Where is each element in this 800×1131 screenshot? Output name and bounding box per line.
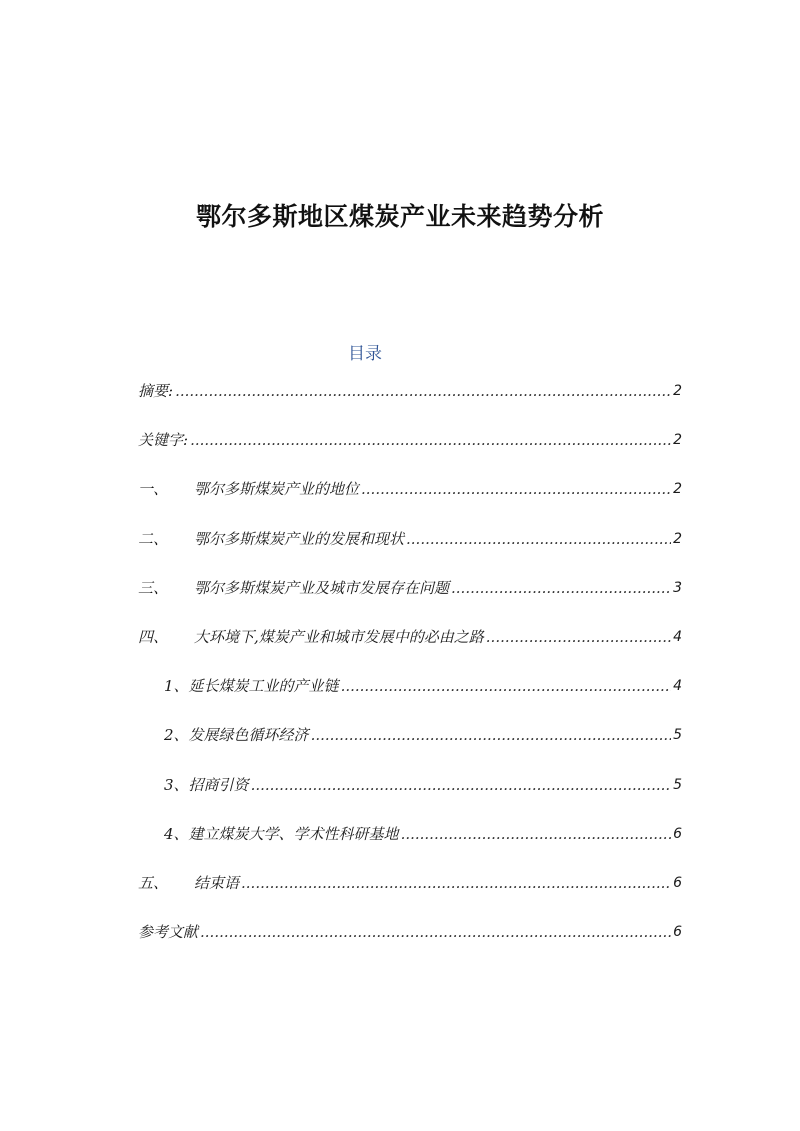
toc-entry-subsection-4[interactable]	[138, 820, 682, 869]
toc-dot-leader	[175, 377, 671, 405]
toc-entry-number: 1、	[164, 677, 189, 696]
toc-page-number: 3	[673, 579, 682, 596]
toc-entry-number: 一、	[138, 480, 169, 499]
toc-page-number: 6	[673, 924, 682, 941]
toc-entry-subsection-2[interactable]	[138, 721, 682, 770]
toc-entry-number: 四、	[138, 627, 169, 646]
toc-entry-number: 2、	[164, 726, 189, 745]
toc-entry-text: 鄂尔多斯煤炭产业的发展和现状	[194, 529, 405, 548]
toc-entry-subsection-1[interactable]	[138, 672, 682, 721]
toc-entry-section-1[interactable]	[138, 475, 682, 524]
toc-page-number: 5	[673, 776, 682, 793]
toc-dot-leader	[341, 672, 672, 700]
toc-entry-number: 五、	[138, 873, 169, 892]
toc-entry-section-4[interactable]	[138, 623, 682, 672]
toc-entry-text: 摘要:	[138, 382, 174, 400]
toc-entry-number: 三、	[138, 578, 169, 597]
toc-dot-leader	[361, 475, 671, 503]
toc-entry-text: 大环境下,煤炭产业和城市发展中的必由之路	[194, 627, 484, 646]
toc-page-number: 6	[673, 825, 682, 842]
toc-entry-keywords[interactable]	[138, 426, 682, 475]
toc-entry-text: 延长煤炭工业的产业链	[188, 677, 339, 696]
toc-entry-subsection-3[interactable]	[138, 771, 682, 820]
toc-entry-text: 鄂尔多斯煤炭产业的地位	[194, 480, 360, 499]
toc-entry-number: 4、	[164, 824, 189, 843]
toc-page-number: 2	[673, 481, 682, 498]
toc-entry-abstract[interactable]	[138, 377, 682, 426]
toc-dot-leader	[401, 820, 672, 848]
toc-entry-text: 参考文献	[138, 923, 199, 942]
toc-entry-text: 发展绿色循环经济	[188, 726, 309, 745]
toc-entry-section-3[interactable]	[138, 574, 682, 623]
toc-dot-leader	[311, 721, 672, 749]
toc-page-number: 4	[673, 678, 682, 695]
toc-entry-number: 3、	[164, 775, 189, 794]
toc-entry-text: 招商引资	[188, 775, 249, 794]
toc-dot-leader	[190, 426, 671, 454]
toc-entry-section-5[interactable]	[138, 869, 682, 918]
table-of-contents	[138, 377, 682, 967]
toc-page-number: 2	[673, 383, 682, 399]
toc-page-number: 2	[673, 432, 682, 449]
toc-dot-leader	[451, 574, 671, 602]
toc-page-number: 6	[673, 874, 682, 891]
toc-page-number: 4	[673, 628, 682, 645]
toc-entry-number: 二、	[138, 529, 169, 548]
toc-heading: 目录	[348, 344, 382, 364]
toc-dot-leader	[200, 918, 671, 946]
toc-entry-section-2[interactable]	[138, 525, 682, 574]
toc-page-number: 5	[673, 727, 682, 744]
toc-entry-text: 结束语	[194, 873, 240, 892]
toc-entry-text: 关键字:	[138, 431, 189, 450]
toc-dot-leader	[406, 525, 671, 553]
toc-dot-leader	[486, 623, 671, 651]
toc-dot-leader	[241, 869, 671, 897]
toc-dot-leader	[251, 771, 672, 799]
toc-entry-text: 鄂尔多斯煤炭产业及城市发展存在问题	[194, 578, 450, 597]
toc-entry-references[interactable]	[138, 918, 682, 967]
toc-page-number: 2	[673, 530, 682, 547]
page-title: 鄂尔多斯地区煤炭产业未来趋势分析	[195, 201, 604, 231]
toc-entry-text: 建立煤炭大学、学术性科研基地	[188, 824, 399, 843]
